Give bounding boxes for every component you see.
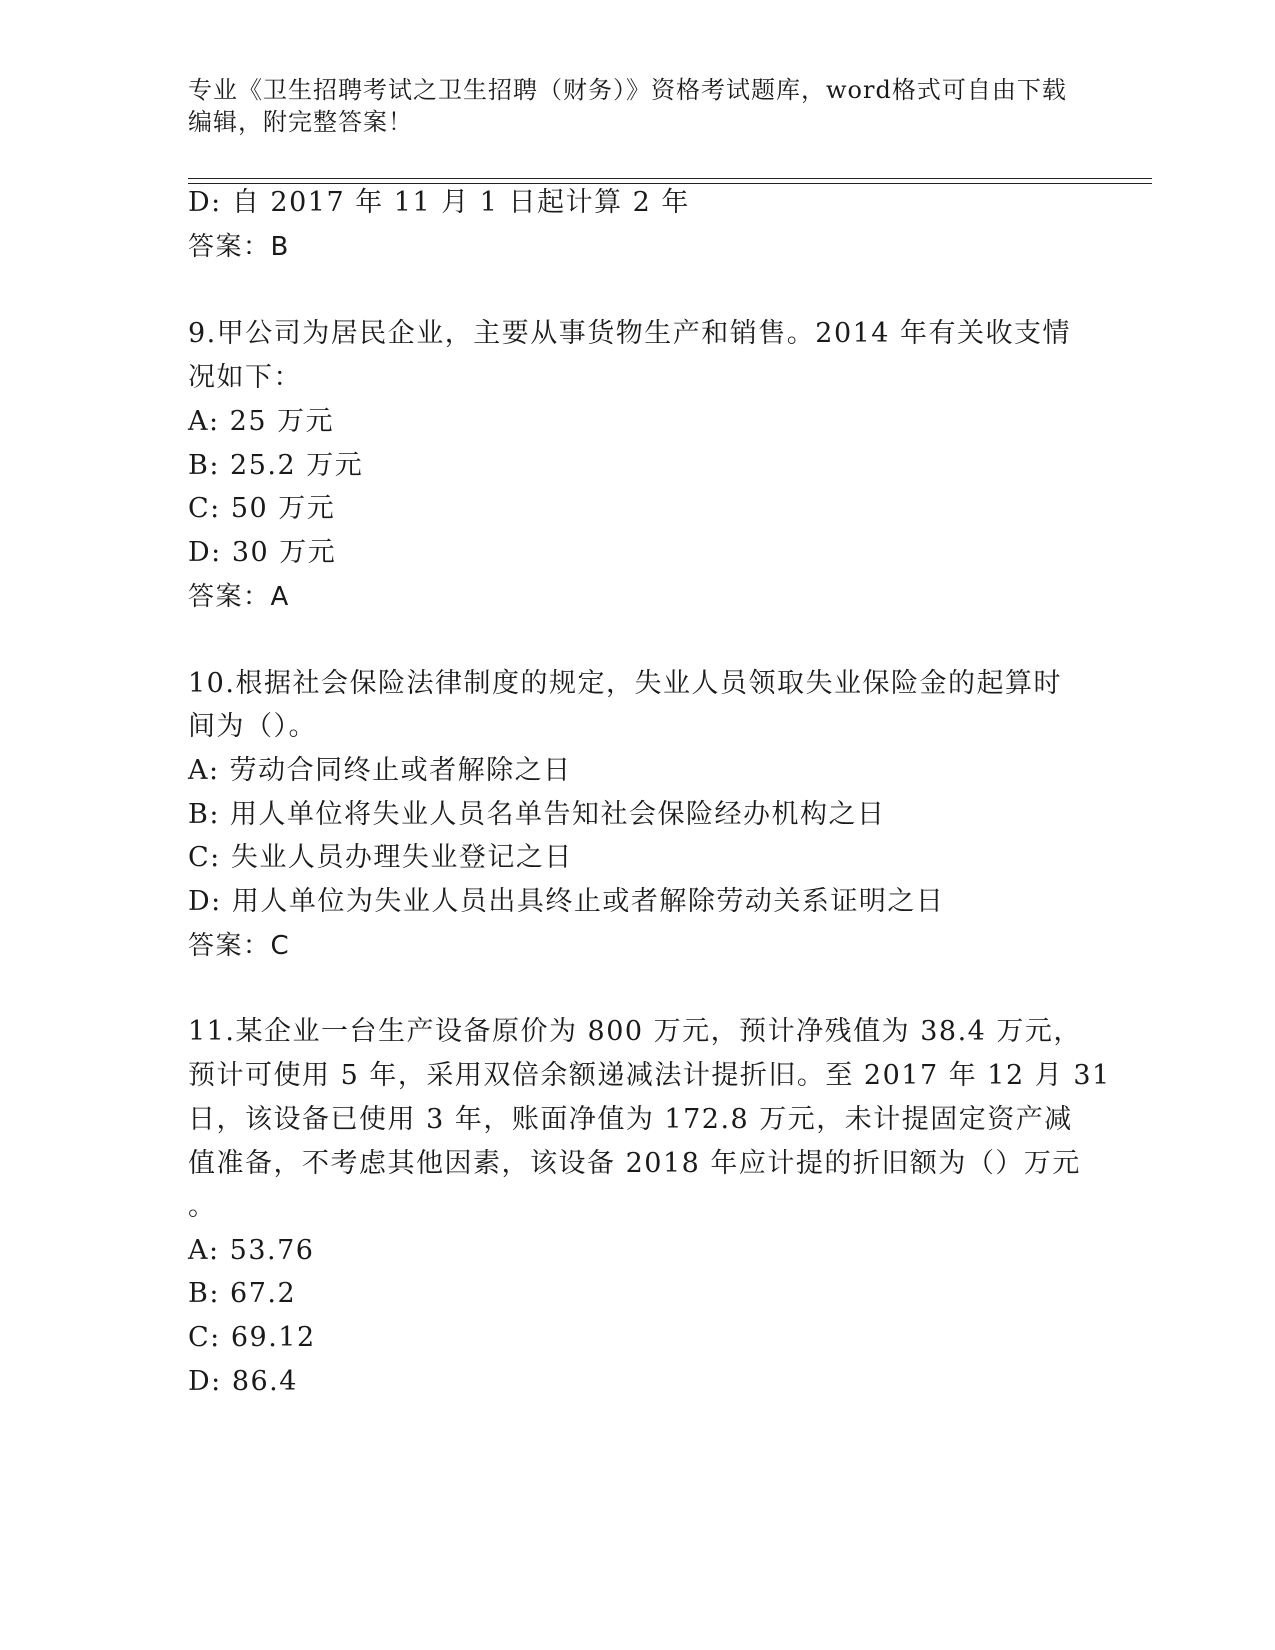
prev-answer: 答案：B xyxy=(188,232,290,262)
page-header xyxy=(188,74,1068,138)
q10-option-b: B: 用人单位将失业人员名单告知社会保险经办机构之日 xyxy=(188,799,886,830)
header-rule-top xyxy=(188,178,1152,179)
q11-option-a: A: 53.76 xyxy=(188,1235,315,1266)
q9-stem-line-2: 况如下： xyxy=(188,362,302,393)
q11-stem-line-5: 。 xyxy=(188,1191,217,1222)
q11-stem-line-2: 预计可使用 5 年，采用双倍余额递减法计提折旧。至 2017 年 12 月 31 xyxy=(188,1060,1111,1091)
q9-option-a: A: 25 万元 xyxy=(188,406,335,437)
q9-option-d: D: 30 万元 xyxy=(188,537,337,568)
q10-option-c: C: 失业人员办理失业登记之日 xyxy=(188,842,573,873)
q9-option-b: B: 25.2 万元 xyxy=(188,450,364,481)
q9-option-c: C: 50 万元 xyxy=(188,493,336,524)
header-rule-bottom xyxy=(188,183,1152,184)
q10-option-a: A: 劳动合同终止或者解除之日 xyxy=(188,755,572,786)
q9-stem-line-1: 9.甲公司为居民企业，主要从事货物生产和销售。2014 年有关收支情 xyxy=(188,318,1072,349)
q11-option-d: D: 86.4 xyxy=(188,1366,298,1397)
q9-answer: 答案：A xyxy=(188,582,290,612)
q10-option-d: D: 用人单位为失业人员出具终止或者解除劳动关系证明之日 xyxy=(188,886,945,917)
q10-stem-line-1: 10.根据社会保险法律制度的规定，失业人员领取失业保险金的起算时 xyxy=(188,668,1062,699)
header-line-2: 编辑，附完整答案！ xyxy=(188,108,413,136)
q11-option-c: C: 69.12 xyxy=(188,1322,316,1353)
prev-option-d: D: 自 2017 年 11 月 1 日起计算 2 年 xyxy=(188,187,690,218)
q11-stem-line-1: 11.某企业一台生产设备原价为 800 万元，预计净残值为 38.4 万元， xyxy=(188,1016,1082,1047)
header-line-1: 专业《卫生招聘考试之卫生招聘（财务）》资格考试题库，word格式可自由下载 xyxy=(188,76,1067,104)
q10-stem-line-2: 间为（）。 xyxy=(188,711,317,742)
q11-option-b: B: 67.2 xyxy=(188,1278,297,1309)
q11-stem-line-4: 值准备，不考虑其他因素，该设备 2018 年应计提的折旧额为（）万元 xyxy=(188,1148,1081,1179)
q10-answer: 答案：C xyxy=(188,931,291,961)
q11-stem-line-3: 日，该设备已使用 3 年，账面净值为 172.8 万元，未计提固定资产减 xyxy=(188,1104,1073,1135)
